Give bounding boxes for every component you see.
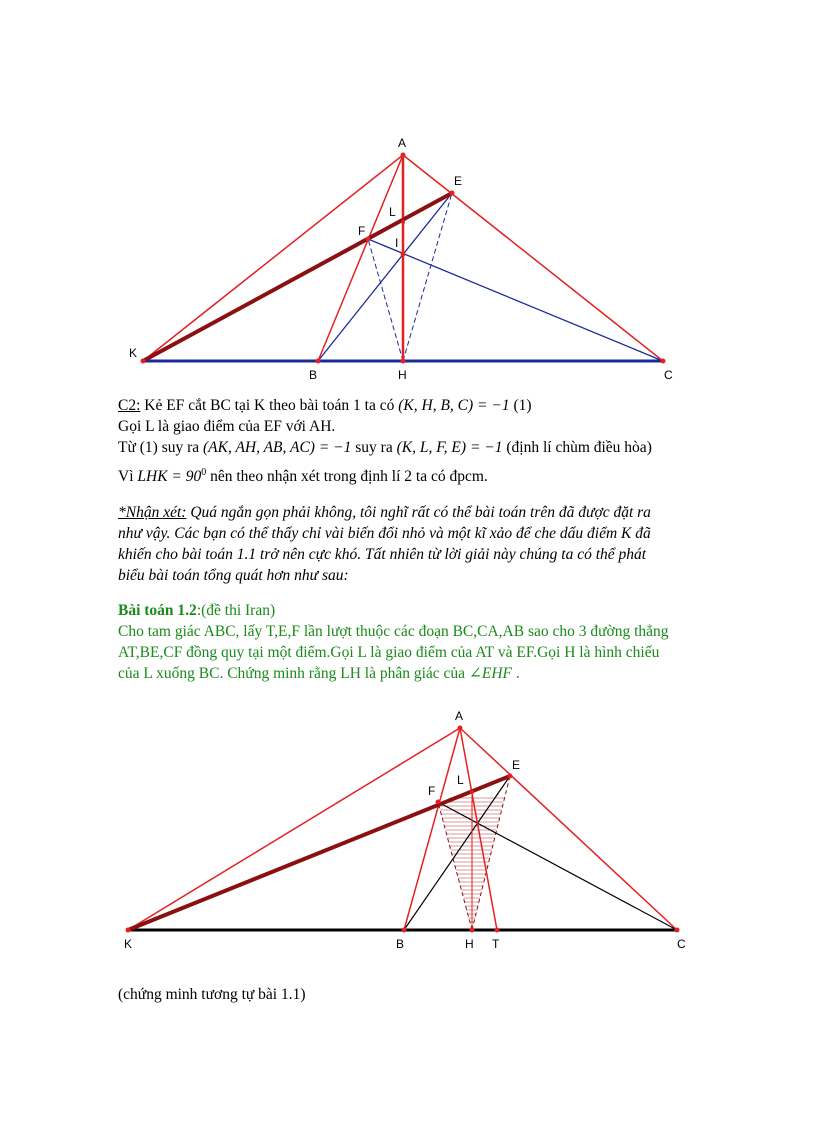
line-ke [143,193,452,361]
remark-line-3: khiến cho bài toán 1.1 trở nên cực khó. Tất nhiên từ lời giải này chúng ta có thể phát [118,546,647,563]
label-h: H [398,368,407,382]
footer-note: (chứng minh tương tự bài 1.1) [118,986,306,1003]
line-ak-2 [128,728,460,930]
label2-l: L [457,773,464,787]
label-b: B [309,368,318,382]
problem-line-1: Cho tam giác ABC, lấy T,E,F lần lượt thuộc các đoạn BC,CA,AB sao cho 3 đường thẳng [118,623,669,640]
remark-heading: *Nhận xét: [118,504,187,521]
line-ac [403,155,663,361]
line-ak [143,155,403,361]
problem-line-2: AT,BE,CF đồng quy tại một điểm.Gọi L là giao điểm của AT và EF.Gọi H là hình chiếu [118,644,660,661]
label2-e: E [512,758,521,772]
label2-t: T [492,937,500,951]
remark-line-1: *Nhận xét: Quá ngắn gọn phải không, tôi nghĩ rất có thể bài toán trên đã được đặt ra [118,504,651,521]
label-l: L [389,205,396,219]
figure-2 [0,700,816,1000]
line-ac-2 [460,728,677,930]
label2-f: F [428,784,436,798]
line-ke-2 [128,776,510,930]
remark-line-4: biểu bài toán tổng quát hơn như sau: [118,567,349,584]
figure-1 [0,0,816,400]
points-2 [126,726,680,933]
c2-line-3: Từ (1) suy ra (AK, AH, AB, AC) = −1 suy ra (K, L, F, E) = −1 (định lí chùm điều hòa) [118,439,652,456]
c2-heading: C2: [118,397,141,414]
c2-line-1: C2: Kẻ EF cắt BC tại K theo bài toán 1 ta có (K, H, B, C) = −1 (1) [118,397,532,414]
label-a: A [398,136,407,150]
label2-c: C [677,937,686,951]
problem-line-3: của L xuống BC. Chứng minh rằng LH là phân giác của ∠EHF . [118,665,520,682]
label2-k: K [124,937,133,951]
c2-line-2: Gọi L là giao điểm của EF với AH. [118,418,336,435]
label-f: F [358,224,366,238]
label-k: K [129,346,138,360]
remark-line-2: như vậy. Các bạn có thể thấy chỉ vài biến đổi nhỏ và một kĩ xảo để che dấu điểm K đã [118,525,651,542]
label2-b: B [396,937,405,951]
line-ab-2 [404,728,460,930]
label2-h: H [465,937,474,951]
hatch-lines [420,798,530,930]
dashed-he-2 [472,776,510,930]
label-e: E [454,174,463,188]
c2-line-4: Vì LHK = $90^0$ nên theo nhận xét trong định lí 2 ta có đpcm. [118,467,488,486]
label-c: C [664,368,673,382]
problem-title: Bài toán 1.2:(đề thi Iran) [118,602,276,619]
line-be [318,193,452,361]
label2-a: A [455,709,464,723]
dashed-he [403,193,452,361]
line-cf [368,239,663,361]
label-i: I [395,236,399,250]
dashed-hf [368,239,403,361]
